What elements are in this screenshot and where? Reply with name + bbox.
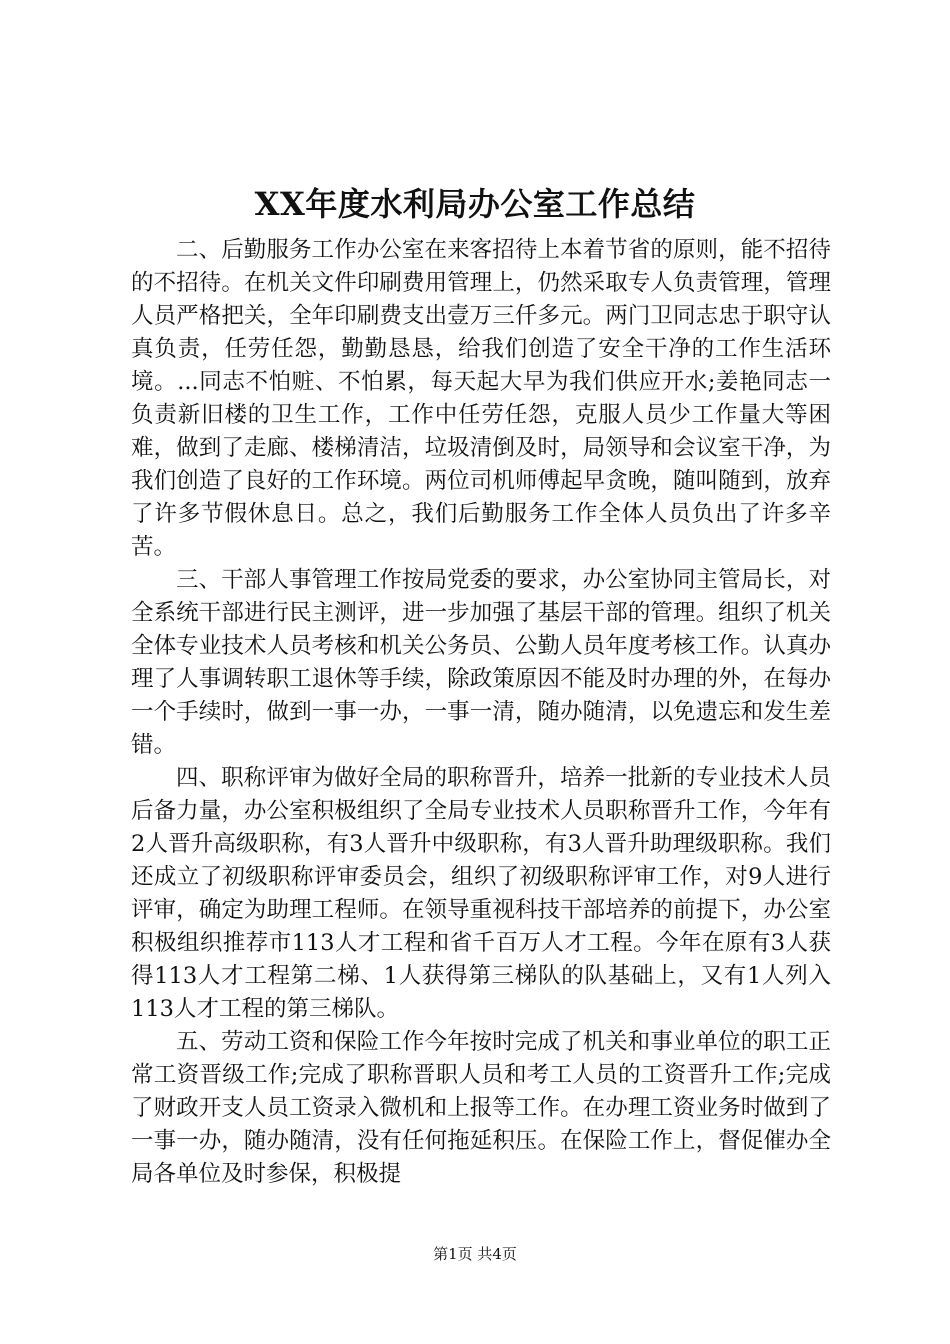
- paragraph-title-review: 四、职称评审为做好全局的职称晋升，培养一批新的专业技术人员后备力量，办公室积极组织了全局专业技术人员职称晋升工作，今年有2人晋升高级职称，有3人晋升中级职称，有3人晋升助理级职称。我们还成立了初级职称评审委员会，组织了初级职称评审工作，对9人进行评审，确定为助理工程师。在领导重视科技干部培养的前提下，办公室积极组织推荐市113人才工程和省千百万人才工程。今年在原有3人获得113人才工程第二梯、1人获得第三梯队的队基础上，又有1人列入113人才工程的第三梯队。: [131, 765, 831, 1022]
- document-body: [131, 234, 831, 1191]
- paragraph-wages-insurance: 五、劳动工资和保险工作今年按时完成了机关和事业单位的职工正常工资晋级工作;完成了职称晋职人员和考工人员的工资晋升工作;完成了财政开支人员工资录入微机和上报等工作。在办理工资业务时做到了一事一办，随办随清，没有任何拖延积压。在保险工作上，督促催办全局各单位及时参保，积极提: [131, 1029, 831, 1187]
- paragraph-personnel: 三、干部人事管理工作按局党委的要求，办公室协同主管局长，对全系统干部进行民主测评，进一步加强了基层干部的管理。组织了机关全体专业技术人员考核和机关公务员、公勤人员年度考核工作。认真办理了人事调转职工退休等手续，除政策原因不能及时办理的外，在每办一个手续时，做到一事一办，一事一清，随办随清，以免遗忘和发生差错。: [131, 567, 831, 758]
- document-title: XX年度水利局办公室工作总结: [254, 185, 696, 223]
- paragraph-logistics: 二、后勤服务工作办公室在来客招待上本着节省的原则，能不招待的不招待。在机关文件印刷费用管理上，仍然采取专人负责管理，管理人员严格把关，全年印刷费支出壹万三仟多元。两门卫同志忠于职守认真负责，任劳任怨，勤勤恳恳，给我们创造了安全干净的工作生活环境。...同志不怕赃、不怕累，每天起大早为我们供应开水;姜艳同志一负责新旧楼的卫生工作，工作中任劳任怨，克服人员少工作量大等困难，做到了走廊、楼梯清洁，垃圾清倒及时，局领导和会议室干净，为我们创造了良好的工作环境。两位司机师傅起早贪晚，随叫随到，放弃了许多节假休息日。总之，我们后勤服务工作全体人员负出了许多辛苦。: [131, 237, 831, 560]
- page-footer: 第1页 共4页: [433, 1245, 517, 1263]
